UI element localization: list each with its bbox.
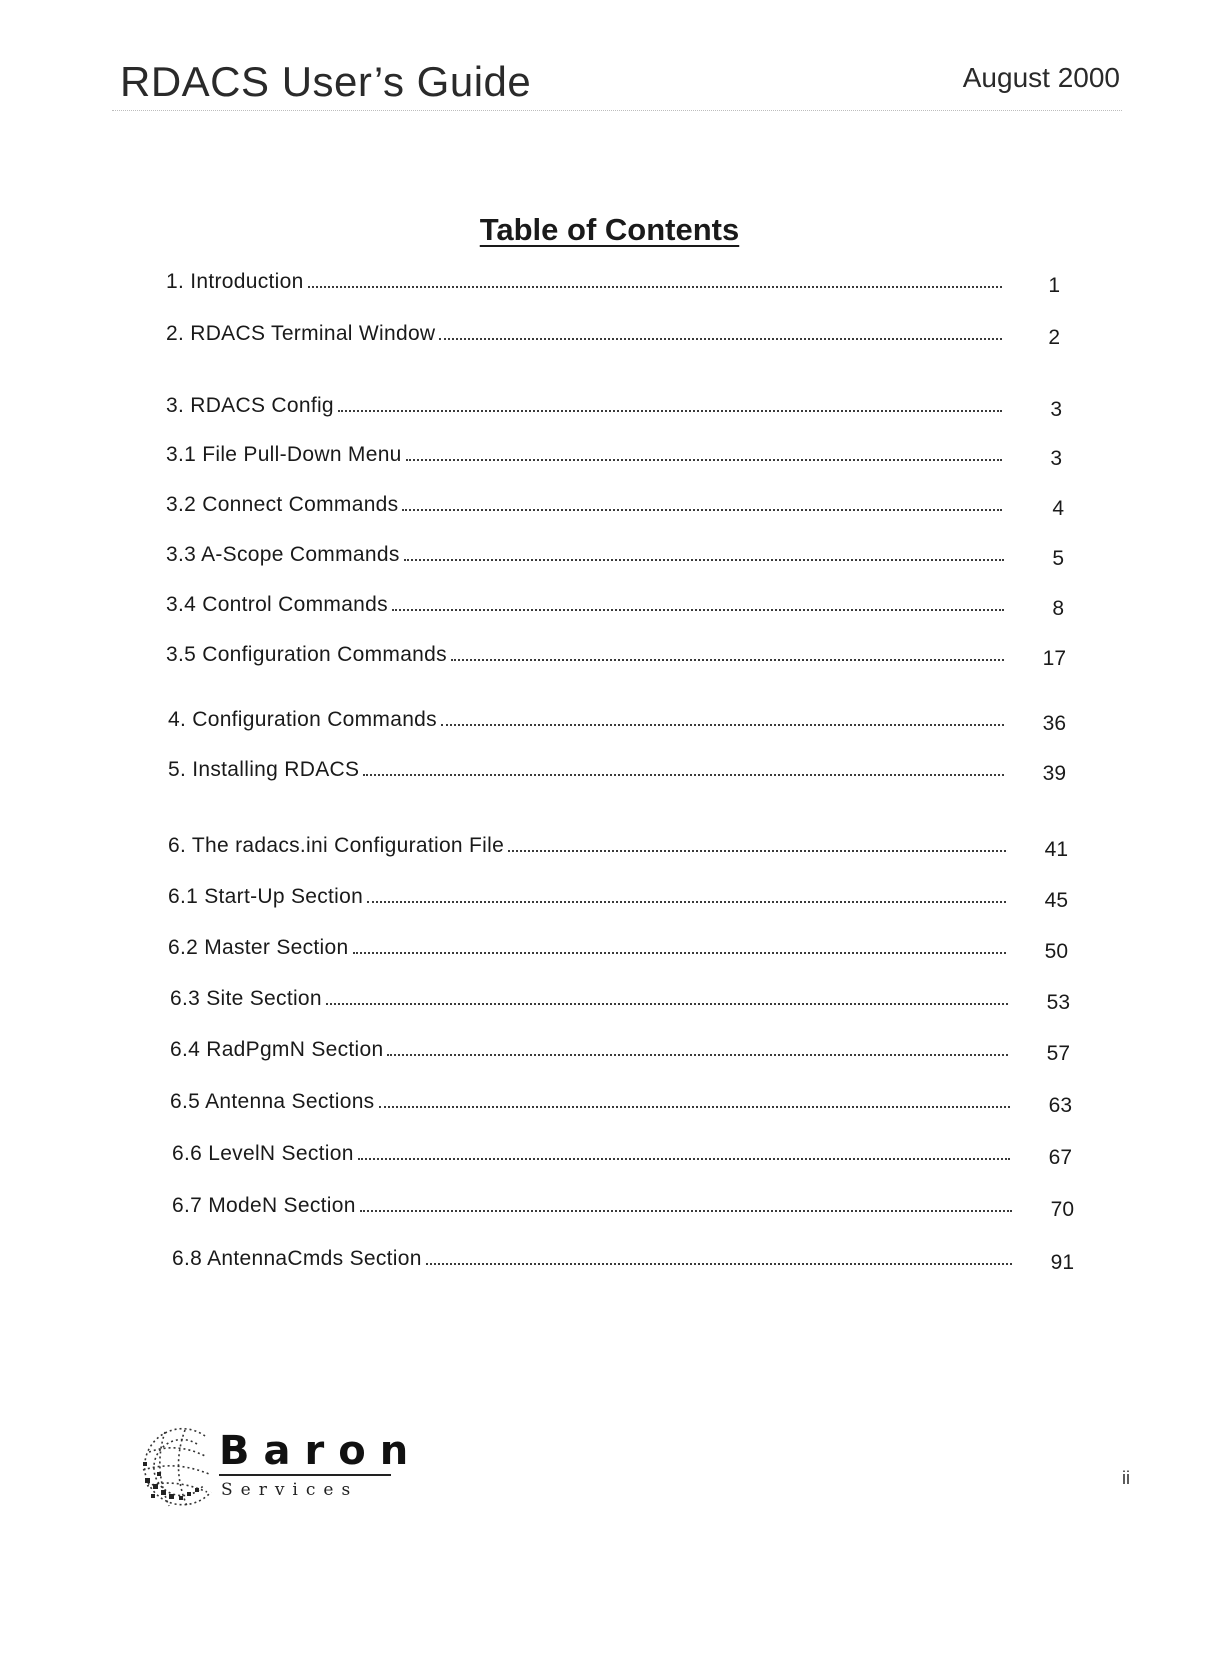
toc-leader xyxy=(508,849,1006,852)
toc-entry-label: 6.4 RadPgmN Section xyxy=(170,1038,384,1061)
toc-entry-page: 63 xyxy=(1048,1094,1072,1117)
toc-entry-page: 57 xyxy=(1046,1042,1070,1065)
toc-leader xyxy=(439,337,1002,340)
toc-entry-label: 5. Installing RDACS xyxy=(168,758,360,781)
toc-entry-leveln-section xyxy=(172,1142,1016,1172)
toc-leader xyxy=(406,458,1002,461)
toc-entry-page: 67 xyxy=(1048,1146,1072,1169)
toc-entry-page: 70 xyxy=(1050,1198,1074,1221)
toc-heading-text: Table of Contents xyxy=(479,212,740,247)
toc-entry-label: 1. Introduction xyxy=(166,270,304,293)
toc-leader xyxy=(392,608,1004,611)
logo-subtitle: Services xyxy=(221,1480,359,1500)
globe-icon xyxy=(135,1422,219,1512)
toc-entry-radacs-ini xyxy=(168,834,1012,864)
toc-leader xyxy=(353,951,1007,954)
toc-entry-radpgmn-section xyxy=(170,1038,1014,1068)
toc-entry-master-section xyxy=(168,936,1012,966)
toc-entry-page: 39 xyxy=(1042,762,1066,785)
toc-entry-configuration-commands xyxy=(166,643,1010,673)
toc-leader xyxy=(367,900,1006,903)
toc-entry-label: 3.5 Configuration Commands xyxy=(166,643,447,666)
toc-entry-label: 4. Configuration Commands xyxy=(168,708,437,731)
toc-entry-label: 3. RDACS Config xyxy=(166,394,334,417)
toc-entry-page: 50 xyxy=(1044,940,1068,963)
toc-leader xyxy=(326,1002,1008,1005)
toc-entry-label: 6.7 ModeN Section xyxy=(172,1194,356,1217)
toc-entry-label: 6.3 Site Section xyxy=(170,987,322,1010)
page-number: ii xyxy=(1122,1468,1130,1488)
toc-entry-label: 6.1 Start-Up Section xyxy=(168,885,364,908)
toc-entry-installing-rdacs xyxy=(168,758,1010,788)
toc-entry-page: 91 xyxy=(1050,1251,1074,1274)
toc-entry-page: 3 xyxy=(1050,398,1062,421)
toc-entry-page: 36 xyxy=(1042,712,1066,735)
toc-entry-antennacmds-section xyxy=(172,1247,1018,1277)
document-date: August 2000 xyxy=(962,62,1120,93)
toc-entry-site-section xyxy=(170,987,1014,1017)
toc-entry-moden-section xyxy=(172,1194,1018,1224)
toc-leader xyxy=(379,1105,1011,1108)
toc-entry-label: 2. RDACS Terminal Window xyxy=(166,322,436,345)
toc-leader xyxy=(451,658,1004,661)
toc-entry-label: 3.3 A-Scope Commands xyxy=(166,543,400,566)
toc-entry-label: 6.8 AntennaCmds Section xyxy=(172,1247,422,1270)
toc-leader xyxy=(404,558,1004,561)
toc-entry-page: 53 xyxy=(1046,991,1070,1014)
toc-entry-configuration-commands-2 xyxy=(168,708,1010,738)
toc-leader xyxy=(387,1053,1008,1056)
toc-entry-terminal-window xyxy=(166,322,1008,352)
toc-leader xyxy=(426,1262,1012,1265)
toc-entry-introduction xyxy=(166,270,1008,300)
toc-entry-page: 3 xyxy=(1050,447,1062,470)
toc-entry-page: 4 xyxy=(1052,497,1064,520)
toc-leader xyxy=(360,1209,1012,1212)
toc-entry-control-commands xyxy=(166,593,1010,623)
toc-leader xyxy=(308,285,1002,288)
toc-leader xyxy=(338,409,1002,412)
toc-entry-label: 6.5 Antenna Sections xyxy=(170,1090,375,1113)
logo-name: Baron xyxy=(219,1428,423,1474)
toc-entry-label: 6. The radacs.ini Configuration File xyxy=(168,834,505,857)
toc-entry-connect-commands xyxy=(166,493,1008,523)
toc-entry-page: 8 xyxy=(1052,597,1064,620)
toc-leader xyxy=(441,723,1004,726)
toc-leader xyxy=(402,508,1002,511)
toc-entry-antenna-sections xyxy=(170,1090,1016,1120)
toc-entry-rdacs-config xyxy=(166,394,1008,424)
toc-leader xyxy=(358,1157,1010,1160)
toc-entry-page: 1 xyxy=(1048,274,1060,297)
toc-leader xyxy=(363,773,1004,776)
toc-entry-label: 6.6 LevelN Section xyxy=(172,1142,354,1165)
toc-entry-file-menu xyxy=(166,443,1008,473)
toc-entry-page: 2 xyxy=(1048,326,1060,349)
toc-entry-ascope-commands xyxy=(166,543,1010,573)
toc-entry-startup-section xyxy=(168,885,1012,915)
toc-entry-label: 3.1 File Pull-Down Menu xyxy=(166,443,402,466)
document-title: RDACS User’s Guide xyxy=(120,58,532,105)
toc-entry-page: 5 xyxy=(1052,547,1064,570)
toc-entry-label: 3.2 Connect Commands xyxy=(166,493,399,516)
baron-logo xyxy=(135,1422,423,1512)
toc-entry-label: 3.4 Control Commands xyxy=(166,593,388,616)
toc-entry-page: 41 xyxy=(1044,838,1068,861)
toc-entry-page: 17 xyxy=(1042,647,1066,670)
toc-entry-page: 45 xyxy=(1044,889,1068,912)
logo-rule xyxy=(219,1474,391,1476)
toc-entry-label: 6.2 Master Section xyxy=(168,936,349,959)
